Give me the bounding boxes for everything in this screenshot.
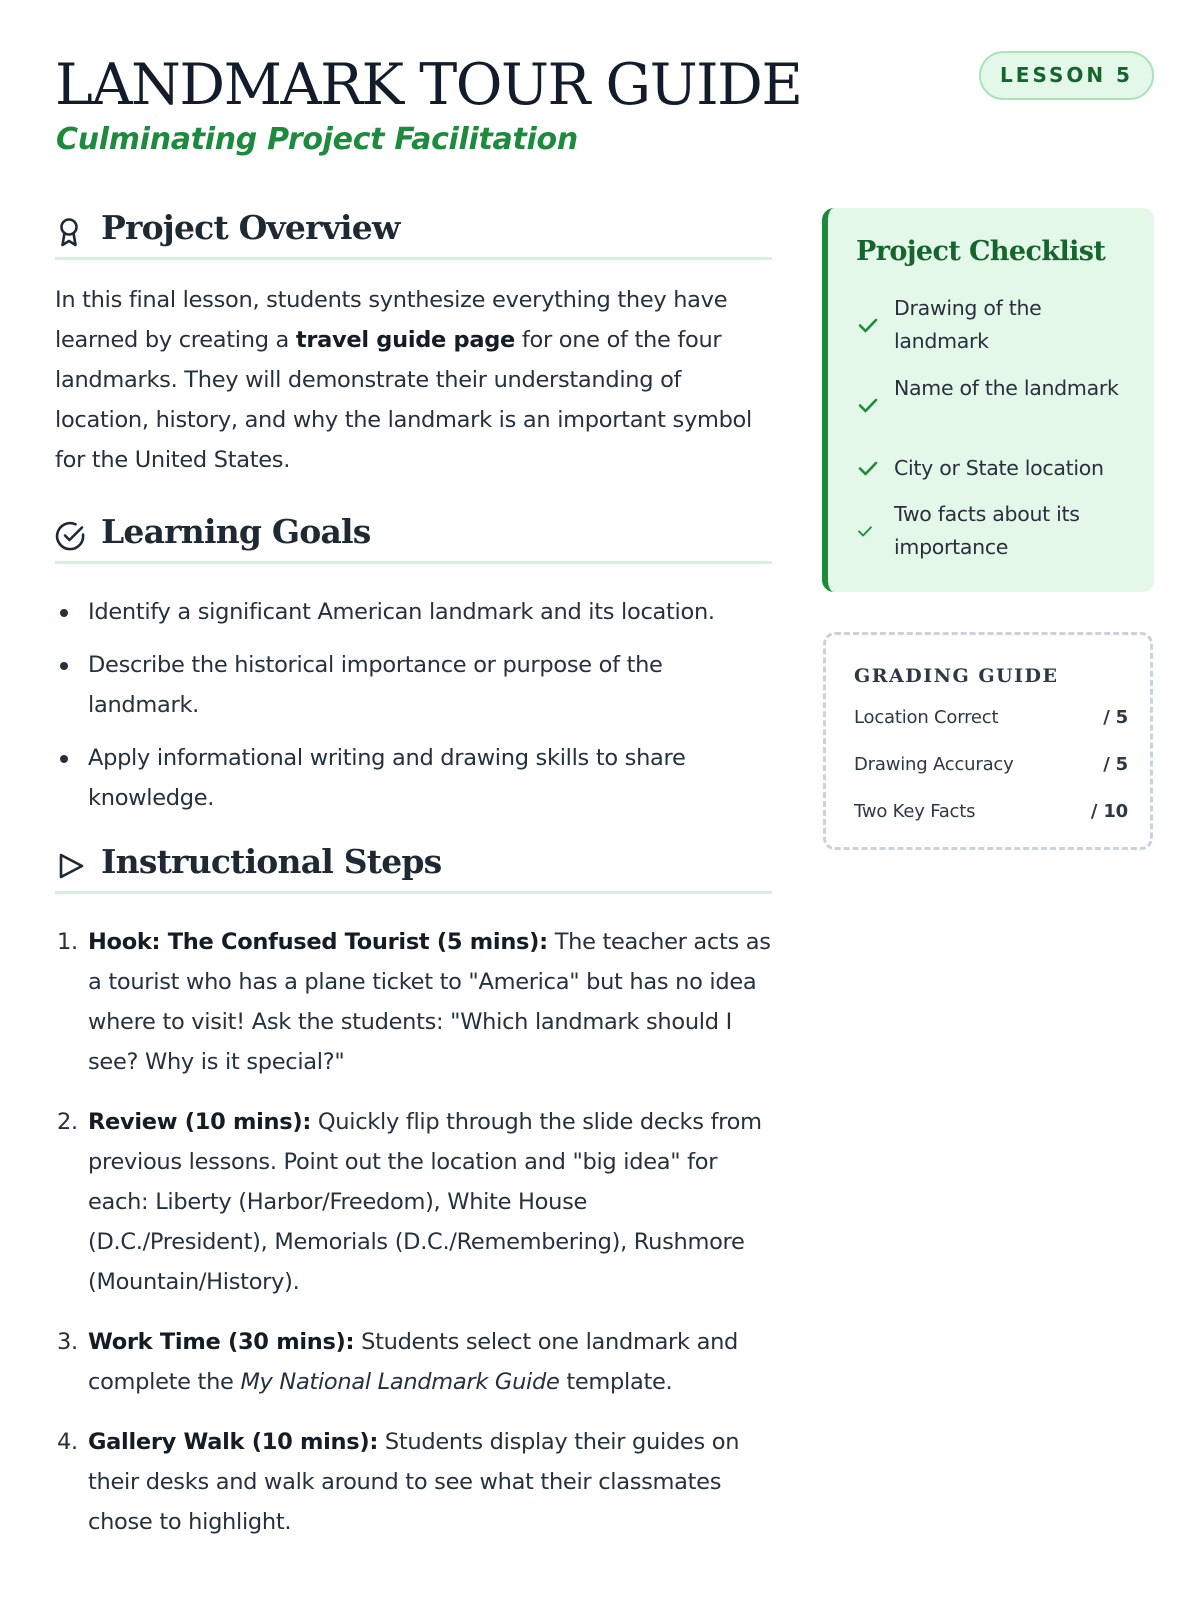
section-heading-steps bbox=[55, 840, 772, 894]
step-title: Review (10 mins): bbox=[88, 1109, 312, 1135]
step-text: Students display their guides on their desks and walk around to see what their classmates chose to highlight. bbox=[88, 1429, 740, 1535]
section-heading-goals bbox=[55, 510, 772, 564]
step-text-end: template. bbox=[559, 1369, 673, 1395]
step-text: Quickly flip through the slide decks from previous lessons. Point out the location and "big idea" for each: Liberty (Harbor/Freedom), White House (D.C./President), Memorials (D.C./Remembering), Rushmore (Mountain/History). bbox=[88, 1109, 762, 1295]
list-item bbox=[55, 1422, 772, 1542]
instructional-steps-list bbox=[55, 922, 772, 1562]
step-title: Work Time (30 mins): bbox=[88, 1329, 355, 1355]
grading-criterion: Location Correct bbox=[854, 707, 999, 728]
grading-criterion: Drawing Accuracy bbox=[854, 754, 1014, 775]
step-text: The teacher acts as a tourist who has a plane ticket to "America" but has no idea where to visit! Ask the students: "Which landmark should I see? Why is it special?" bbox=[88, 929, 771, 1075]
list-item: Apply informational writing and drawing skills to share knowledge. bbox=[55, 738, 772, 818]
grading-title: GRADING GUIDE bbox=[854, 665, 1059, 687]
list-item bbox=[55, 1102, 772, 1302]
check-icon bbox=[856, 456, 880, 480]
checklist-item-label: Two facts about its importance bbox=[894, 502, 1080, 559]
page-subtitle: Culminating Project Facilitation bbox=[56, 122, 578, 157]
overview-text-start: In this final lesson, students synthesize everything they have learned by creating a bbox=[55, 287, 728, 353]
list-item: Describe the historical importance or purpose of the landmark. bbox=[55, 645, 772, 725]
checklist-title: Project Checklist bbox=[856, 236, 1106, 267]
award-ribbon-icon bbox=[55, 216, 87, 248]
play-icon bbox=[55, 850, 87, 882]
section-title: Learning Goals bbox=[101, 512, 371, 551]
step-number: 2. bbox=[57, 1109, 78, 1135]
checklist-item-label: City or State location bbox=[894, 456, 1104, 480]
step-number: 3. bbox=[57, 1329, 78, 1355]
section-title: Project Overview bbox=[101, 208, 400, 247]
step-title: Hook: The Confused Tourist (5 mins): bbox=[88, 929, 548, 955]
list-item: Identify a significant American landmark and its location. bbox=[55, 592, 772, 632]
lesson-badge: LESSON 5 bbox=[979, 51, 1154, 100]
learning-goals-list bbox=[55, 592, 772, 831]
overview-paragraph bbox=[55, 280, 772, 480]
grading-points: / 5 bbox=[1103, 754, 1128, 775]
step-number: 4. bbox=[57, 1429, 78, 1455]
check-icon bbox=[856, 522, 874, 540]
section-heading-overview bbox=[55, 206, 772, 260]
checklist-item-label: Drawing of the landmark bbox=[894, 296, 1042, 353]
grading-points: / 10 bbox=[1090, 801, 1128, 822]
check-icon bbox=[856, 393, 880, 417]
step-template-name: My National Landmark Guide bbox=[240, 1369, 560, 1395]
list-item bbox=[55, 1322, 772, 1402]
step-number: 1. bbox=[57, 929, 78, 955]
step-title: Gallery Walk (10 mins): bbox=[88, 1429, 379, 1455]
check-circle-icon bbox=[55, 520, 87, 552]
grading-points: / 5 bbox=[1103, 707, 1128, 728]
checklist-item-label: Name of the landmark bbox=[894, 376, 1119, 400]
grading-criterion: Two Key Facts bbox=[854, 801, 976, 822]
check-icon bbox=[856, 313, 880, 337]
section-title: Instructional Steps bbox=[101, 842, 442, 881]
grading-guide-card bbox=[823, 632, 1153, 850]
overview-text-end: for one of the four landmarks. They will demonstrate their understanding of location, history, and why the landmark is an important symbol for the United States. bbox=[55, 327, 752, 473]
step-text: Students select one landmark and complete the bbox=[88, 1329, 739, 1395]
project-checklist-card bbox=[822, 208, 1154, 592]
list-item bbox=[55, 922, 772, 1082]
page-title: LANDMARK TOUR GUIDE bbox=[55, 52, 802, 118]
overview-text-bold: travel guide page bbox=[295, 327, 515, 353]
